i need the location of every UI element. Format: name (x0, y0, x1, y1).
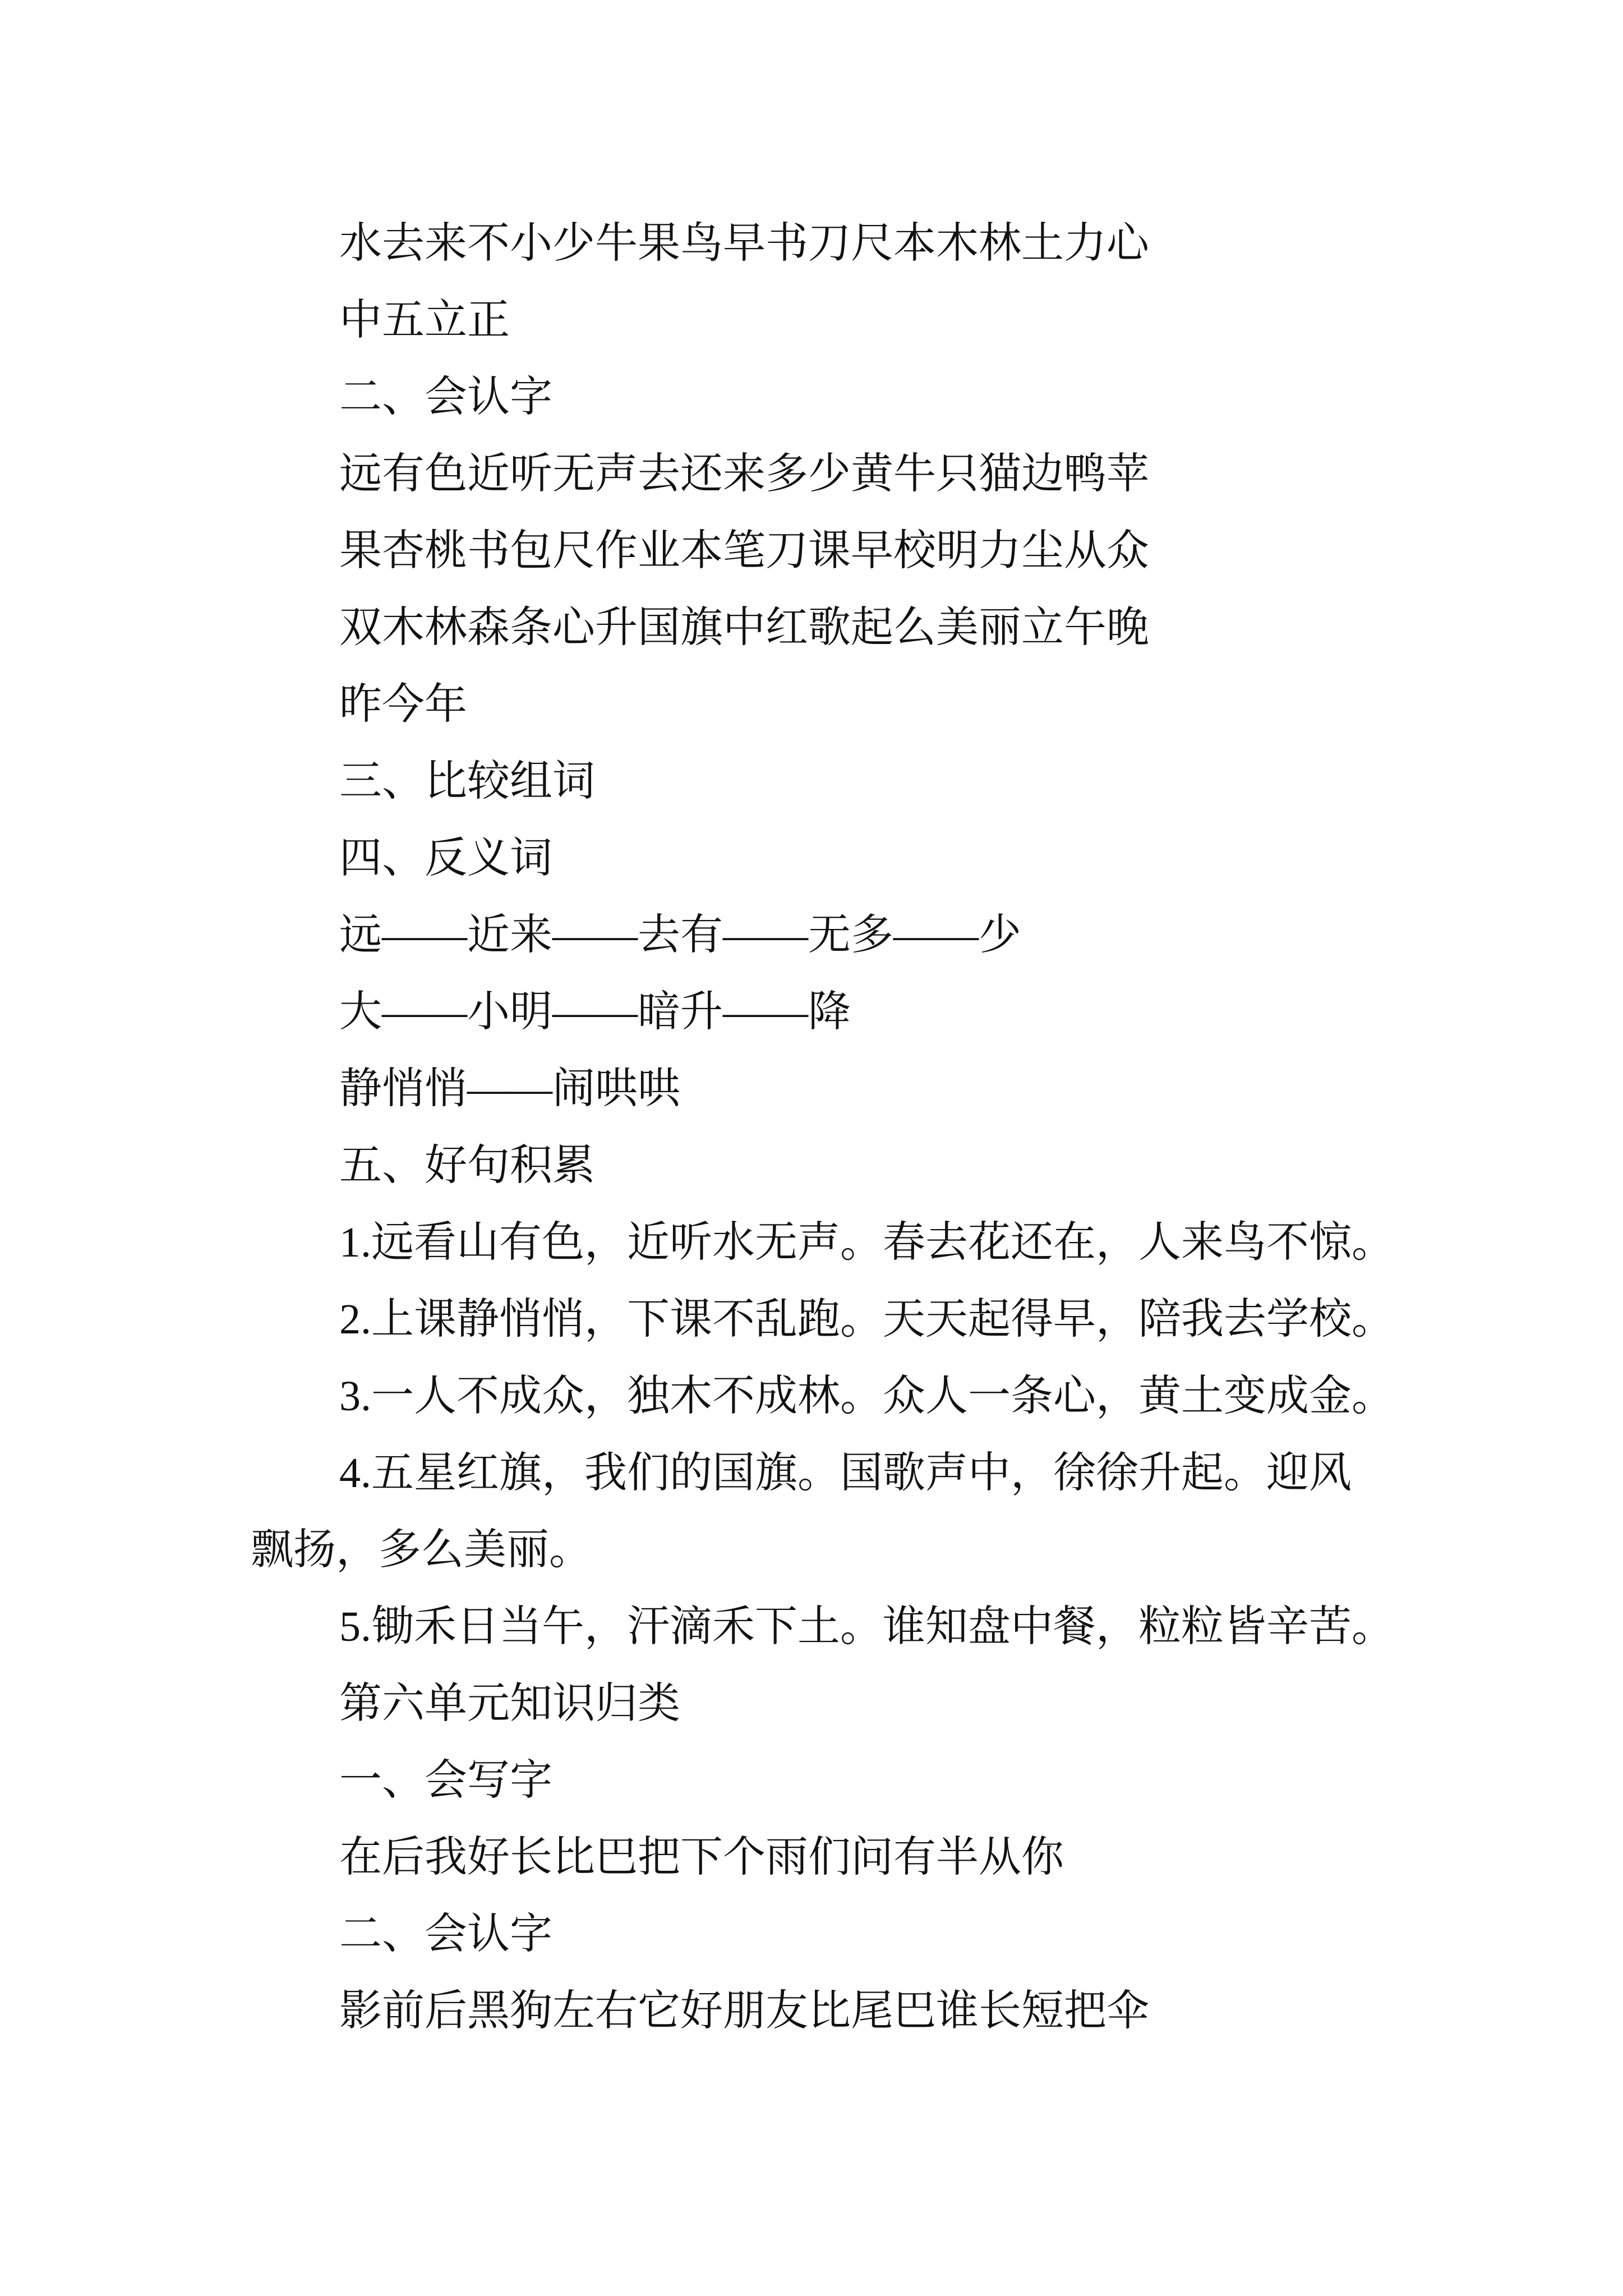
sentence-item: 2.上课静悄悄，下课不乱跑。天天起得早，陪我去学校。 (339, 1296, 1394, 1343)
write-chars-line: 水去来不小少牛果鸟早书刀尺本木林土力心 (339, 220, 1149, 267)
recognize-chars-line: 昨今年 (339, 681, 467, 728)
write-chars-line: 在后我好长比巴把下个雨们问有半从你 (339, 1834, 1064, 1881)
antonym-line: 大——小明——暗升——降 (339, 988, 851, 1036)
section-heading-compare: 三、比较组词 (339, 758, 595, 805)
recognize-chars-line: 果杏桃书包尺作业本笔刀课早校明力尘从众 (339, 527, 1149, 574)
sentence-item: 3.一人不成众，独木不成林。众人一条心，黄土变成金。 (339, 1373, 1394, 1420)
section-heading-recognize: 二、会认字 (339, 1911, 552, 1958)
section-heading-sentences: 五、好句积累 (339, 1142, 595, 1189)
section-heading-write: 一、会写字 (339, 1757, 552, 1804)
sentence-item: 1.远看山有色，近听水无声。春去花还在，人来鸟不惊。 (339, 1219, 1394, 1266)
antonym-line: 远——近来——去有——无多——少 (339, 912, 1021, 959)
sentence-item: 5.锄禾日当午，汗滴禾下土。谁知盘中餐，粒粒皆辛苦。 (339, 1603, 1394, 1650)
section-heading-antonyms: 四、反义词 (339, 835, 552, 882)
recognize-chars-line: 双木林森条心升国旗中红歌起么美丽立午晚 (339, 604, 1149, 651)
write-chars-line: 中五立正 (339, 297, 510, 344)
sentence-item-continuation: 飘扬，多么美丽。 (251, 1526, 592, 1573)
document-body (0, 205, 1623, 2050)
antonym-line: 静悄悄——闹哄哄 (339, 1065, 680, 1112)
recognize-chars-line: 影前后黑狗左右它好朋友比尾巴谁长短把伞 (339, 1987, 1149, 2035)
section-heading-recognize: 二、会认字 (339, 374, 552, 421)
sentence-item: 4.五星红旗，我们的国旗。国歌声中，徐徐升起。迎风 (339, 1450, 1352, 1497)
recognize-chars-line: 远有色近听无声去还来多少黄牛只猫边鸭苹 (339, 450, 1149, 498)
unit-title: 第六单元知识归类 (339, 1680, 680, 1727)
